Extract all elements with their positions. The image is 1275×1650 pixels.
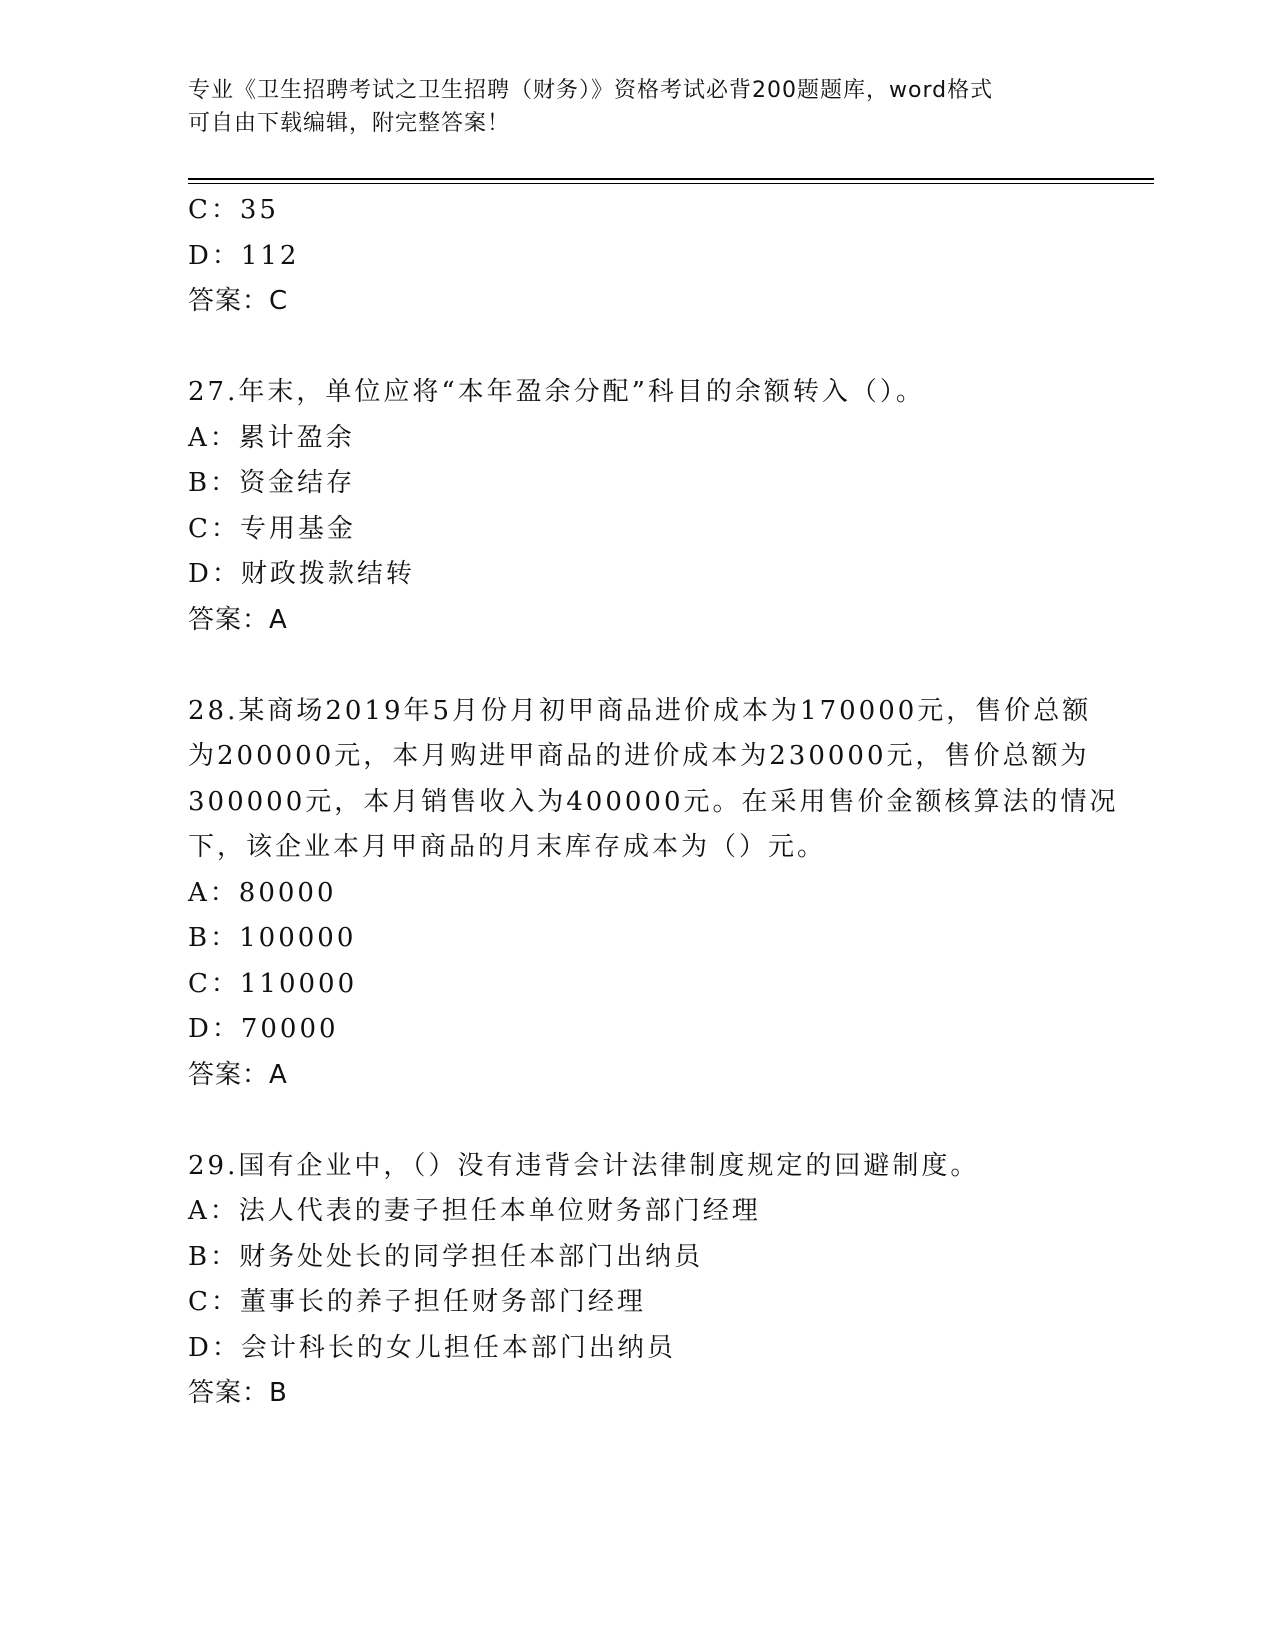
option-b: B：100000 bbox=[188, 923, 357, 953]
option-d: D：70000 bbox=[188, 1014, 339, 1044]
question-stem: 29.国有企业中，（）没有违背会计法律制度规定的回避制度。 bbox=[188, 1150, 980, 1181]
option-c: C：35 bbox=[188, 195, 279, 225]
question-28 bbox=[188, 689, 1119, 1099]
document-header bbox=[188, 74, 1088, 140]
option-c: C：110000 bbox=[188, 968, 358, 999]
option-d: D：112 bbox=[188, 240, 300, 271]
question-list bbox=[188, 188, 1119, 1417]
answer-line: 答案：B bbox=[188, 1378, 288, 1408]
option-c: C：董事长的养子担任财务部门经理 bbox=[188, 1287, 646, 1317]
option-b: B：财务处处长的同学担任本部门出纳员 bbox=[188, 1241, 704, 1272]
option-c: C：专用基金 bbox=[188, 513, 356, 544]
header-divider-thick bbox=[188, 178, 1154, 180]
spacer bbox=[188, 643, 1088, 689]
question-stem-line: 为200000元，本月购进甲商品的进价成本为230000元，售价总额为 bbox=[188, 741, 1090, 771]
question-26-tail bbox=[188, 188, 1088, 325]
spacer bbox=[188, 1098, 1088, 1144]
option-a: A：法人代表的妻子担任本单位财务部门经理 bbox=[188, 1196, 761, 1226]
question-stem-line: 300000元，本月销售收入为400000元。在采用售价金额核算法的情况 bbox=[188, 786, 1119, 817]
option-d: D：会计科长的女儿担任本部门出纳员 bbox=[188, 1332, 676, 1363]
header-divider-thin bbox=[188, 183, 1154, 184]
question-29 bbox=[188, 1144, 1088, 1417]
answer-line: 答案：A bbox=[188, 1059, 288, 1090]
header-line-1: 专业《卫生招聘考试之卫生招聘（财务）》资格考试必背200题题库，word格式 bbox=[188, 78, 994, 103]
option-a: A：累计盈余 bbox=[188, 422, 355, 453]
option-d: D：财政拨款结转 bbox=[188, 559, 415, 589]
header-line-2: 可自由下载编辑，附完整答案！ bbox=[188, 111, 511, 136]
option-a: A：80000 bbox=[188, 877, 337, 908]
question-stem: 27.年末，单位应将“本年盈余分配”科目的余额转入（）。 bbox=[188, 377, 925, 407]
answer-line: 答案：C bbox=[188, 286, 289, 316]
option-b: B：资金结存 bbox=[188, 468, 356, 498]
question-27 bbox=[188, 370, 1088, 643]
question-stem-line: 下，该企业本月甲商品的月末库存成本为（）元。 bbox=[188, 832, 827, 862]
spacer bbox=[188, 325, 1088, 371]
answer-line: 答案：A bbox=[188, 604, 288, 635]
question-stem-line: 28.某商场2019年5月份月初甲商品进价成本为170000元，售价总额 bbox=[188, 695, 1092, 726]
